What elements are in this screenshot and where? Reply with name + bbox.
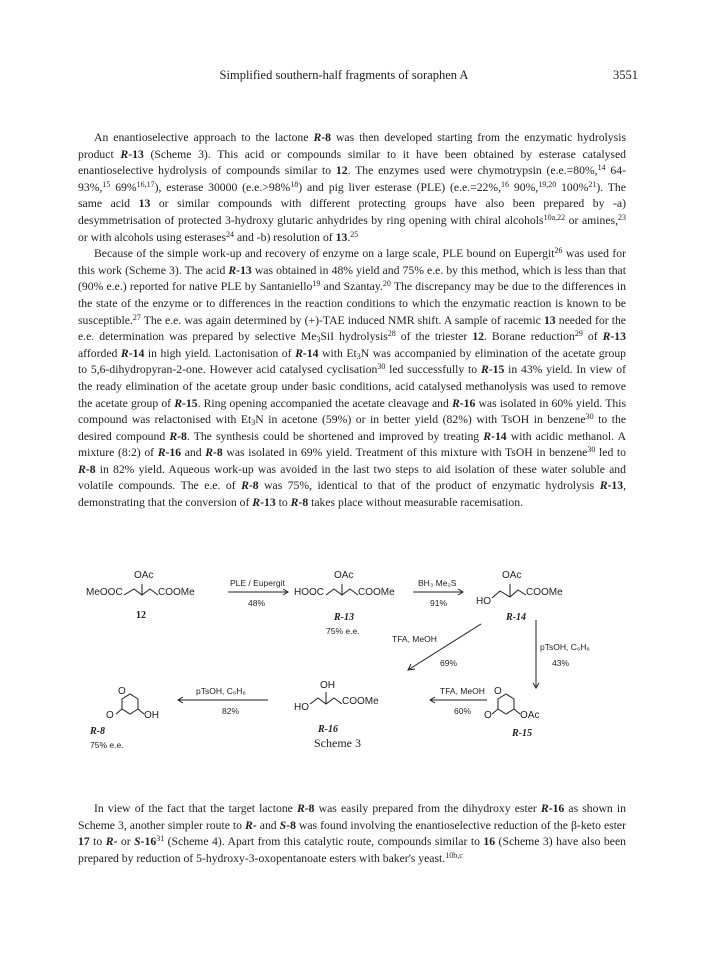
compound-r13-oac: OAc	[334, 570, 354, 581]
compound-r16-right-group: COOMe	[342, 696, 379, 707]
compound-r8-ee: 75% e.e.	[90, 740, 124, 750]
arrow-4-reagent: pTsOH, C₆H₆	[540, 642, 590, 652]
compound-r8-id: R-8	[90, 726, 105, 737]
compound-12-id: 12	[136, 610, 146, 621]
compound-r13-right-group: COOMe	[358, 587, 395, 598]
running-title: Simplified southern-half fragments of soraphen A	[219, 68, 469, 82]
arrow-2-reagent: BH₃ Me₂S	[418, 578, 457, 588]
compound-r8-ring-oxygen: O	[118, 686, 126, 697]
arrow-1-reagent: PLE / Eupergit	[230, 578, 285, 588]
body-text-lower	[78, 801, 626, 867]
body-text-upper	[78, 130, 626, 512]
paragraph-3: In view of the fact that the target lactone R-8 was easily prepared from the dihydroxy ester R-16 as shown in Scheme 3, another simpler route to R- and S-8 was found involving the enantioselective reduction of the β-keto ester 17 to R- or $S-16^{31}$ (Scheme 4). Apart from this catalytic route, compounds similar to 16 (Scheme 3) have also been prepared by reduction of 5-hydroxy-3-oxopentanoate esters with baker's yeast.$^{10b,c}$	[78, 802, 627, 865]
arrow-1-yield: 48%	[248, 598, 266, 608]
compound-r15-carbonyl-oxygen: O	[484, 710, 492, 721]
compound-12-bond	[124, 589, 158, 595]
compound-r16-oh: OH	[320, 680, 335, 691]
compound-r15-bond	[492, 709, 498, 714]
compound-r15-ring-oxygen: O	[494, 686, 502, 697]
compound-r14-right-group: COOMe	[526, 587, 563, 598]
running-head	[78, 68, 638, 83]
compound-r14-oac: OAc	[502, 570, 522, 581]
compound-r16-left-group: HO	[294, 702, 309, 713]
compound-12-left-group: MeOOC	[86, 587, 123, 598]
arrow-5-reagent: TFA, MeOH	[440, 686, 485, 696]
arrow-6-reagent: pTsOH, C₆H₆	[196, 686, 246, 696]
scheme-caption: Scheme 3	[314, 736, 361, 750]
arrow-4-yield: 43%	[552, 658, 570, 668]
compound-r8-oh: OH	[144, 710, 159, 721]
compound-r14-left-group: HO	[476, 596, 491, 607]
compound-r8-ring	[122, 694, 138, 714]
arrow-5-yield: 60%	[454, 706, 472, 716]
compound-r8-carbonyl-oxygen: O	[106, 710, 114, 721]
scheme-3	[78, 560, 638, 780]
arrow-3-reagent: TFA, MeOH	[392, 634, 437, 644]
compound-12-right-group: COOMe	[158, 587, 195, 598]
paragraph-2: Because of the simple work-up and recovery of enzyme on a large scale, PLE bound on Eupergit$^{26}$ was used for this work (Scheme 3). The acid R-13 was obtained in 48% yield and 75% e.e. by this method, which is less than that (90% e.e.) reported for native PLE by Santaniello$^{19}$ and Szantay.$^{20}$ The discrepancy may be due to the differences in the state of the enzyme or to differences in the reaction conditions to which the enzymatic reaction is known to be susceptible.$^{27}$ The e.e. was again determined by (+)-TAE induced NMR shift. A sample of racemic 13 needed for the e.e. determination was prepared by selective $Me_3SiI$ hydrolysis$^{28}$ of the triester 12. Borane reduction$^{29}$ of R-13 afforded R-14 in high yield. Lactonisation of R-14 with $Et_3N$ was accompanied by elimination of the acetate group to 5,6-dihydropyran-2-one. However acid catalysed cyclisation$^{30}$ led successfully to R-15 in 43% yield. In view of the ready elimination of the acetate group under basic conditions, acid catalysed methanolysis was used to remove the acetate group of R-15. Ring opening accompanied the acetate cleavage and R-16 was isolated in 60% yield. This compound was relactonised with $Et_3N$ in acetone (59%) or in better yield (82%) with TsOH in benzene$^{30}$ to the desired compound R-8. The synthesis could be shortened and improved by treating R-14 with acidic methanol. A mixture (8:2) of R-16 and R-8 was isolated in 69% yield. Treatment of this mixture with TsOH in benzene$^{30}$ led to R-8 in 82% yield. Aqueous work-up was avoided in the last two steps to aid isolation of these water soluble and volatile compounds. The e.e. of R-8 was 75%, identical to that of the product of enzymatic hydrolysis R-13, demonstrating that the conversion of R-13 to R-8 takes place without measurable racemisation.	[78, 246, 627, 510]
compound-r15-id: R-15	[512, 728, 532, 739]
paragraph-1: An enantioselective approach to the lactone R-8 was then developed starting from the enzymatic hydrolysis product R-13 (Scheme 3). This acid or compounds similar to it have been obtained by esterase catalysed enantioselective hydrolysis of compounds similar to 12. The enzymes used were chymotrypsin (e.e.=80%,$^{14}$ 64-93%,$^{15}$ 69%$^{16,17}$), esterase 30000 (e.e.>98%$^{18}$) and pig liver esterase (PLE) (e.e.=22%,$^{16}$ 90%,$^{19,20}$ 100%$^{21}$). The same acid 13 or similar compounds with different protecting groups have also been prepared by -a) desymmetrisation of protected 3-hydroxy glutaric anhydrides by ring opening with chiral alcohols$^{10a,22}$ or amines,$^{23}$ or with alcohols using esterases$^{24}$ and -b) resolution of 13.25	[78, 131, 627, 244]
compound-r8-bond	[116, 709, 122, 714]
compound-r14-id: R-14	[506, 612, 526, 623]
arrow-2-yield: 91%	[430, 598, 448, 608]
compound-r14-bond	[492, 590, 526, 598]
arrow-3-yield: 69%	[440, 658, 458, 668]
page-number: 3551	[613, 68, 638, 82]
compound-r13-ee: 75% e.e.	[326, 626, 360, 636]
compound-r13-id: R-13	[334, 612, 354, 623]
compound-r15-ring	[498, 694, 514, 714]
arrow-6-yield: 82%	[222, 706, 240, 716]
compound-r15-oac: OAc	[520, 710, 540, 721]
compound-r16-id: R-16	[318, 724, 338, 735]
compound-12-oac: OAc	[134, 570, 154, 581]
compound-r13-left-group: HOOC	[294, 587, 324, 598]
